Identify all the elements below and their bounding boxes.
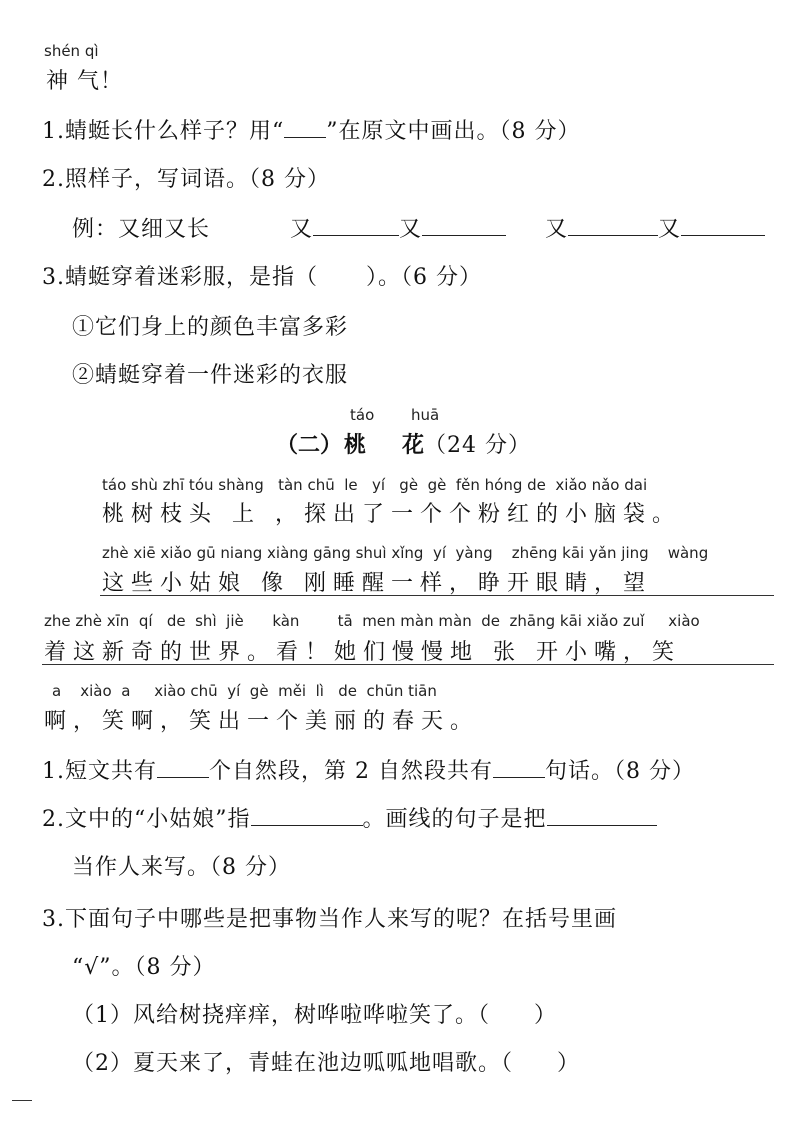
passage-pinyin-3: zhe zhè xīn qí de shì jiè kàn tā men màn màn de zhāng kāi xiǎo zuǐ xiào xyxy=(44,612,700,630)
p2q3-item-1 xyxy=(72,998,557,1029)
passage-pinyin-4: a xiào a xiào chū yí gè měi lì de chūn tiān xyxy=(52,682,437,700)
p2q2-middle: 。画线的句子是把 xyxy=(362,807,547,832)
p2q2-prefix: 2.文中的“小姑娘”指 xyxy=(42,807,251,832)
blank-1[interactable] xyxy=(313,215,399,236)
p2q1-prefix: 1.短文共有 xyxy=(42,759,157,784)
q3-suffix: ）。（6 分） xyxy=(366,265,482,290)
p2q2-blank-2[interactable] xyxy=(547,805,657,826)
p2q1-suffix: 句话。（8 分） xyxy=(544,759,695,784)
p2-question-2 xyxy=(42,802,657,833)
p2-question-1 xyxy=(42,754,695,785)
p2q3-item-2 xyxy=(72,1046,580,1077)
passage-line-1: 桃树枝头 上 ，探出了一个个粉红的小脑袋。 xyxy=(102,502,681,527)
item1-close: ） xyxy=(534,1003,558,1028)
title-score: （24 分） xyxy=(424,433,532,458)
passage-line-4: 啊，笑啊，笑出一个美丽的春天。 xyxy=(44,709,480,734)
passage-pinyin-2: zhè xiē xiǎo gū niang xiàng gāng shuì xǐng yí yàng zhēng kāi yǎn jing wàng xyxy=(102,544,709,562)
example-row xyxy=(72,212,210,243)
q1-suffix: ”在原文中画出。（8 分） xyxy=(326,119,581,144)
question-2: 2.照样子，写词语。（8 分） xyxy=(42,167,330,192)
title-prefix: （二） xyxy=(276,433,343,458)
p2-question-2-cont: 当作人来写。（8 分） xyxy=(72,855,291,880)
option-1: ①它们身上的颜色丰富多彩 xyxy=(72,315,349,340)
blank-4[interactable] xyxy=(681,215,765,236)
p2q2-blank-1[interactable] xyxy=(251,805,363,826)
passage-line-2: 这些小姑娘 像 刚睡醒一样，睁开眼睛，望 xyxy=(102,571,652,596)
fill-you-1 xyxy=(290,212,506,243)
question-3 xyxy=(42,260,482,291)
item2-close: ） xyxy=(557,1051,581,1076)
passage-line-3: 着这新奇的世界。看！她们慢慢地 张 开小嘴，笑 xyxy=(44,640,681,665)
p2-question-3-cont: “√”。（8 分） xyxy=(72,955,216,980)
blank-2[interactable] xyxy=(422,215,506,236)
text-shenqi: 神 气！ xyxy=(46,69,123,94)
title-pinyin-hua: huā xyxy=(411,406,440,424)
title-char-tao: 桃 xyxy=(344,433,367,458)
fill-you-2 xyxy=(545,212,765,243)
passage-underline-1 xyxy=(100,595,774,596)
p2-question-3: 3.下面句子中哪些是把事物当作人来写的呢？在括号里画 xyxy=(42,907,617,932)
p2q1-middle: 个自然段，第 2 自然段共有 xyxy=(209,759,493,784)
p2q1-blank-1[interactable] xyxy=(157,757,209,778)
passage-pinyin-1: táo shù zhī tóu shàng tàn chū le yí gè gè fěn hóng de xiǎo nǎo dai xyxy=(102,476,648,494)
p2q1-blank-2[interactable] xyxy=(493,757,545,778)
you-char: 又 xyxy=(399,217,423,242)
q1-blank[interactable] xyxy=(284,117,326,138)
example-text: 例：又细又长 xyxy=(72,217,211,242)
you-char: 又 xyxy=(290,217,314,242)
you-char: 又 xyxy=(545,217,569,242)
title-pinyin-tao: táo xyxy=(350,406,375,424)
question-1 xyxy=(42,114,581,145)
item1-text: （1）风给树挠痒痒，树哗啦哗啦笑了。（ xyxy=(72,1003,490,1028)
option-2: ②蜻蜓穿着一件迷彩的衣服 xyxy=(72,363,349,388)
q1-prefix: 1.蜻蜓长什么样子？用“ xyxy=(42,119,285,144)
section-title xyxy=(276,428,531,459)
you-char: 又 xyxy=(658,217,682,242)
item2-text: （2）夏天来了，青蛙在池边呱呱地唱歌。（ xyxy=(72,1051,513,1076)
passage-underline-2 xyxy=(42,664,774,665)
page-corner-mark xyxy=(12,1100,32,1101)
title-char-hua: 花 xyxy=(402,433,425,458)
pinyin-shenqi: shén qì xyxy=(44,42,99,60)
q3-prefix: 3.蜻蜓穿着迷彩服，是指（ xyxy=(42,265,318,290)
blank-3[interactable] xyxy=(568,215,658,236)
